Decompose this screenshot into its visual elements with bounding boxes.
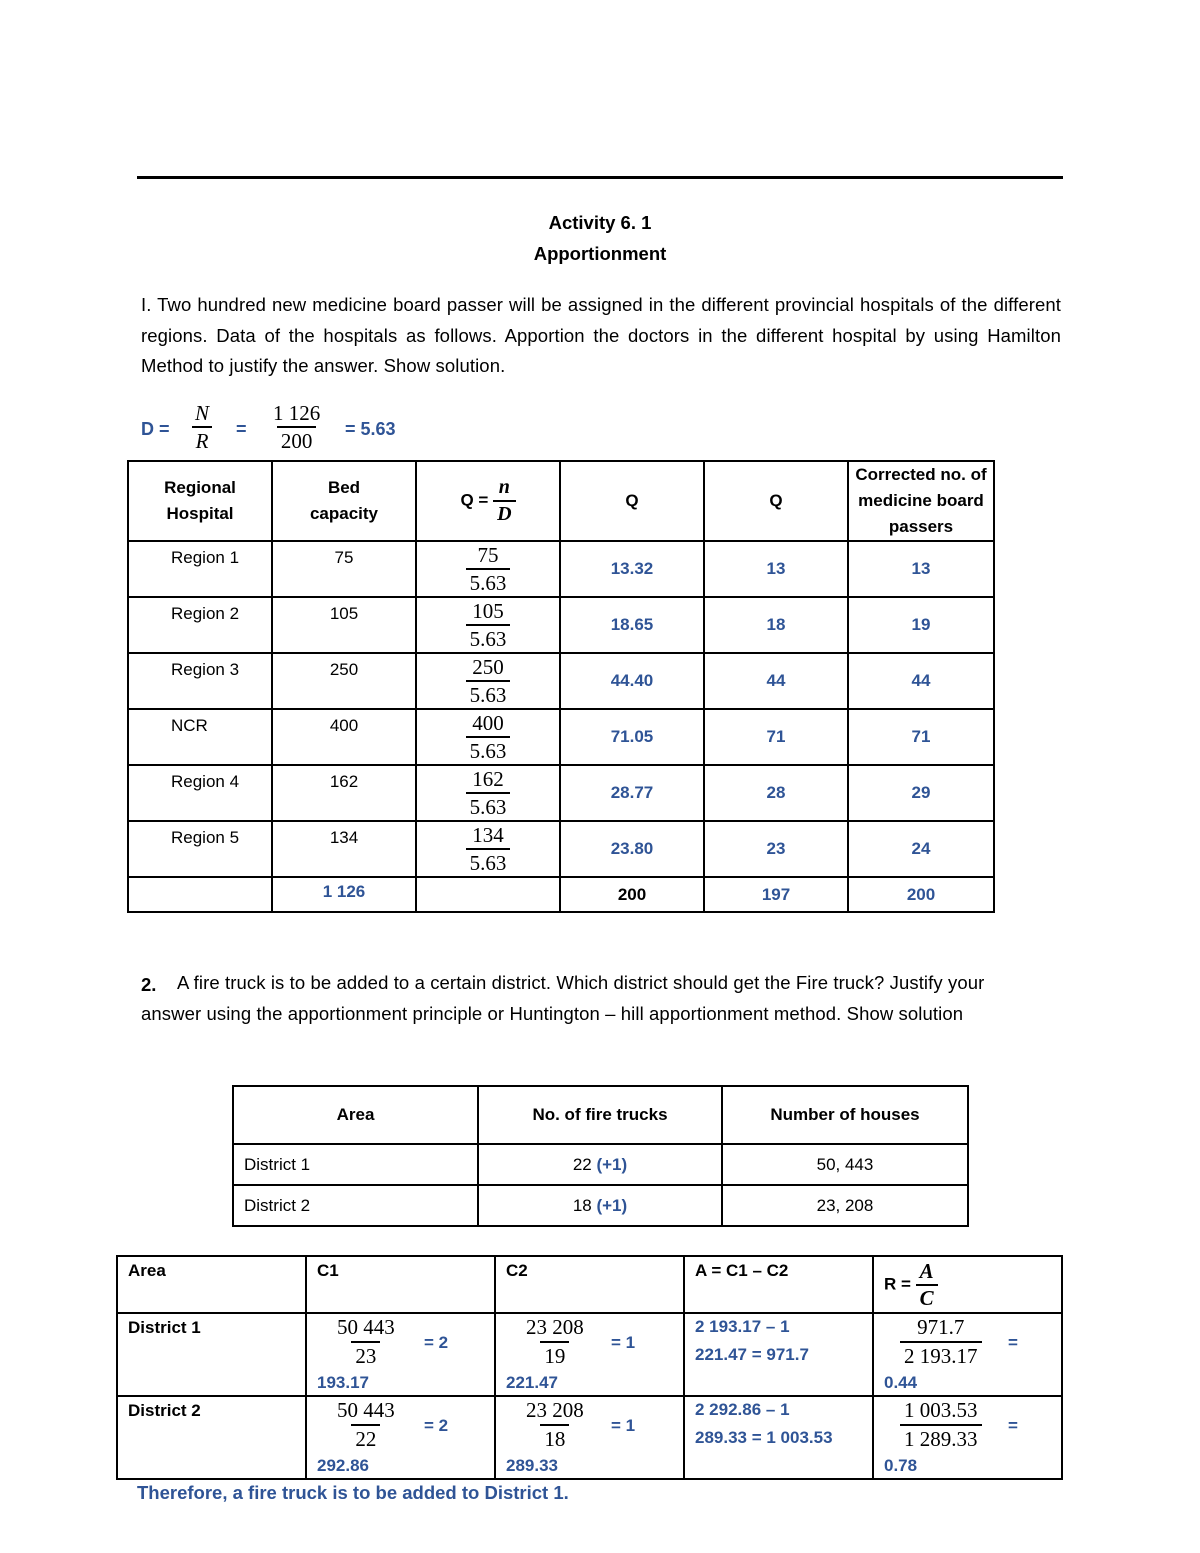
cell-r <box>873 1313 1062 1396</box>
r-value: 0.78 <box>884 1456 918 1475</box>
cell-district: District 2 <box>117 1396 306 1479</box>
header-bed-capacity: Bed capacity <box>272 461 416 541</box>
fraction-den: 5.63 <box>466 568 511 596</box>
cell-q-fraction <box>416 541 560 597</box>
cell-bed: 134 <box>272 821 416 877</box>
header-q-n: n <box>498 476 510 498</box>
activity-title: Activity 6. 1 <box>548 212 652 233</box>
fraction-num: 134 <box>472 823 504 847</box>
fraction-num: 23 208 <box>526 1398 584 1422</box>
table-row <box>128 597 994 653</box>
cell-area: District 1 <box>233 1144 478 1185</box>
formula-r: R <box>192 426 213 454</box>
cell-q-fraction <box>416 653 560 709</box>
cell-region: Region 3 <box>128 653 272 709</box>
cell-q-fraction <box>416 821 560 877</box>
fraction-den: 5.63 <box>466 624 511 652</box>
hh-header-row <box>117 1256 1062 1313</box>
cell-trucks <box>478 1185 722 1226</box>
truck-count: 18 <box>572 1195 592 1215</box>
cell-total-q: 200 <box>560 877 704 912</box>
cell-q-fraction <box>416 709 560 765</box>
cell-q-lower: 71 <box>704 709 848 765</box>
fraction-num: 250 <box>472 655 504 679</box>
truck-count: 22 <box>572 1154 592 1174</box>
header-q-fraction <box>493 475 515 527</box>
activity-subtitle: Apportionment <box>533 243 667 264</box>
cell-corrected: 19 <box>848 597 994 653</box>
c2-value: 221.47 <box>506 1373 558 1392</box>
fraction-num: 400 <box>472 711 504 735</box>
fraction-num: 971.7 <box>917 1315 965 1339</box>
table-row <box>117 1396 1062 1479</box>
fire-truck-header-row <box>233 1086 968 1144</box>
cell-q: 13.32 <box>560 541 704 597</box>
a-line2: 289.33 = 1 003.53 <box>695 1428 833 1447</box>
c2-equals: = 1 <box>611 1333 636 1352</box>
r-value: 0.44 <box>884 1373 918 1392</box>
c1-equals: = 2 <box>424 1333 449 1352</box>
header-area: Area <box>117 1256 306 1313</box>
table-row <box>233 1185 968 1226</box>
a-line2: 221.47 = 971.7 <box>695 1345 809 1364</box>
c1-value: 193.17 <box>317 1373 369 1392</box>
cell-q: 23.80 <box>560 821 704 877</box>
cell-corrected: 71 <box>848 709 994 765</box>
cell-total-empty <box>128 877 272 912</box>
header-r-c: C <box>916 1284 938 1311</box>
cell-q-fraction <box>416 765 560 821</box>
c1-value: 292.86 <box>317 1456 369 1475</box>
cell-corrected: 44 <box>848 653 994 709</box>
divisor-formula <box>141 400 541 456</box>
formula-result: = 5.63 <box>345 419 396 439</box>
header-rule <box>137 176 1063 179</box>
c1-equals: = 2 <box>424 1416 449 1435</box>
a-line1: 2 193.17 – 1 <box>695 1317 790 1336</box>
cell-q: 28.77 <box>560 765 704 821</box>
fraction-den: 23 <box>351 1341 380 1370</box>
cell-q-lower: 18 <box>704 597 848 653</box>
fraction-den: 18 <box>540 1424 569 1453</box>
cell-a <box>684 1396 873 1479</box>
formula-total-beds: 1 126 <box>273 401 321 425</box>
cell-total-corrected: 200 <box>848 877 994 912</box>
cell-region: Region 2 <box>128 597 272 653</box>
header-r-lhs: R = <box>884 1273 911 1293</box>
cell-bed: 105 <box>272 597 416 653</box>
header-r <box>873 1256 1062 1313</box>
formula-total-seats: 200 <box>277 426 317 454</box>
header-q-d: D <box>493 500 515 527</box>
cell-bed: 250 <box>272 653 416 709</box>
table-row <box>128 653 994 709</box>
cell-q-lower: 28 <box>704 765 848 821</box>
cell-total-lower: 197 <box>704 877 848 912</box>
cell-c2 <box>495 1313 684 1396</box>
header-q-formula <box>416 461 560 541</box>
cell-q-lower: 44 <box>704 653 848 709</box>
header-houses: Number of houses <box>722 1086 968 1144</box>
header-r-a: A <box>919 1258 934 1283</box>
cell-houses: 50, 443 <box>722 1144 968 1185</box>
header-c2: C2 <box>495 1256 684 1313</box>
cell-trucks <box>478 1144 722 1185</box>
a-line1: 2 292.86 – 1 <box>695 1400 790 1419</box>
header-c1: C1 <box>306 1256 495 1313</box>
header-q-lower: Q <box>704 461 848 541</box>
cell-bed: 400 <box>272 709 416 765</box>
formula-n: N <box>195 401 210 425</box>
hamilton-header-row <box>128 461 994 541</box>
cell-q: 44.40 <box>560 653 704 709</box>
cell-district: District 1 <box>117 1313 306 1396</box>
header-regional-hospital: Regional Hospital <box>128 461 272 541</box>
cell-c1 <box>306 1396 495 1479</box>
cell-q: 18.65 <box>560 597 704 653</box>
truck-increment: (+1) <box>596 1154 628 1174</box>
table-row <box>117 1313 1062 1396</box>
cell-bed: 162 <box>272 765 416 821</box>
fraction-num: 1 003.53 <box>904 1398 978 1422</box>
cell-r <box>873 1396 1062 1479</box>
fire-truck-table <box>232 1085 969 1227</box>
cell-a <box>684 1313 873 1396</box>
fraction-den: 2 193.17 <box>900 1341 982 1370</box>
header-fire-trucks: No. of fire trucks <box>478 1086 722 1144</box>
huntington-hill-table <box>116 1255 1063 1480</box>
fraction-den: 5.63 <box>466 680 511 708</box>
cell-q-lower: 23 <box>704 821 848 877</box>
cell-region: Region 5 <box>128 821 272 877</box>
cell-region: NCR <box>128 709 272 765</box>
cell-bed: 75 <box>272 541 416 597</box>
fraction-den: 22 <box>351 1424 380 1453</box>
cell-total-empty-2 <box>416 877 560 912</box>
truck-increment: (+1) <box>596 1195 628 1215</box>
c2-value: 289.33 <box>506 1456 558 1475</box>
formula-fraction-nr <box>191 400 213 454</box>
table-row <box>128 541 994 597</box>
cell-houses: 23, 208 <box>722 1185 968 1226</box>
fraction-den: 5.63 <box>466 792 511 820</box>
formula-lhs: D = <box>141 419 170 439</box>
fraction-num: 162 <box>472 767 504 791</box>
table-row <box>128 821 994 877</box>
fraction-num: 23 208 <box>526 1315 584 1339</box>
cell-region: Region 4 <box>128 765 272 821</box>
fraction-den: 5.63 <box>466 736 511 764</box>
cell-region: Region 1 <box>128 541 272 597</box>
table-row <box>233 1144 968 1185</box>
c2-equals: = 1 <box>611 1416 636 1435</box>
header-a: A = C1 – C2 <box>684 1256 873 1313</box>
header-q: Q <box>560 461 704 541</box>
header-q-lhs: Q = <box>460 490 489 510</box>
cell-area: District 2 <box>233 1185 478 1226</box>
formula-eq: = <box>236 419 247 439</box>
totals-row <box>128 877 994 912</box>
fraction-den: 1 289.33 <box>900 1424 982 1453</box>
cell-c1 <box>306 1313 495 1396</box>
r-equals: = <box>1008 1333 1018 1352</box>
fraction-num: 50 443 <box>337 1398 395 1422</box>
hamilton-table <box>127 460 995 913</box>
fraction-den: 5.63 <box>466 848 511 876</box>
cell-corrected: 24 <box>848 821 994 877</box>
formula-fraction-values <box>269 400 324 454</box>
header-area: Area <box>233 1086 478 1144</box>
cell-q: 71.05 <box>560 709 704 765</box>
table-row <box>128 765 994 821</box>
cell-corrected: 29 <box>848 765 994 821</box>
table-row <box>128 709 994 765</box>
fraction-den: 19 <box>540 1341 569 1370</box>
cell-q-lower: 13 <box>704 541 848 597</box>
problem2-text: A fire truck is to be added to a certain district. Which district should get the Fire truck? Justify your answer using the apportionment principle or Huntington – hill apportionment method. Show solution <box>141 972 985 1024</box>
problem1-text: I. Two hundred new medicine board passer will be assigned in the different provincial hospitals of the different regions. Data of the hospitals as follows. Apportion the doctors in the different hospital by using Hamilton Method to justify the answer. Show solution. <box>141 294 1061 376</box>
fraction-num: 75 <box>477 543 499 567</box>
cell-q-fraction <box>416 597 560 653</box>
cell-total-bed: 1 126 <box>272 877 416 912</box>
header-corrected: Corrected no. of medicine board passers <box>848 461 994 541</box>
fraction-num: 50 443 <box>337 1315 395 1339</box>
conclusion: Therefore, a fire truck is to be added to District 1. <box>137 1482 569 1503</box>
problem2-number: 2. <box>141 974 157 995</box>
cell-c2 <box>495 1396 684 1479</box>
r-equals: = <box>1008 1416 1018 1435</box>
cell-corrected: 13 <box>848 541 994 597</box>
fraction-num: 105 <box>472 599 504 623</box>
